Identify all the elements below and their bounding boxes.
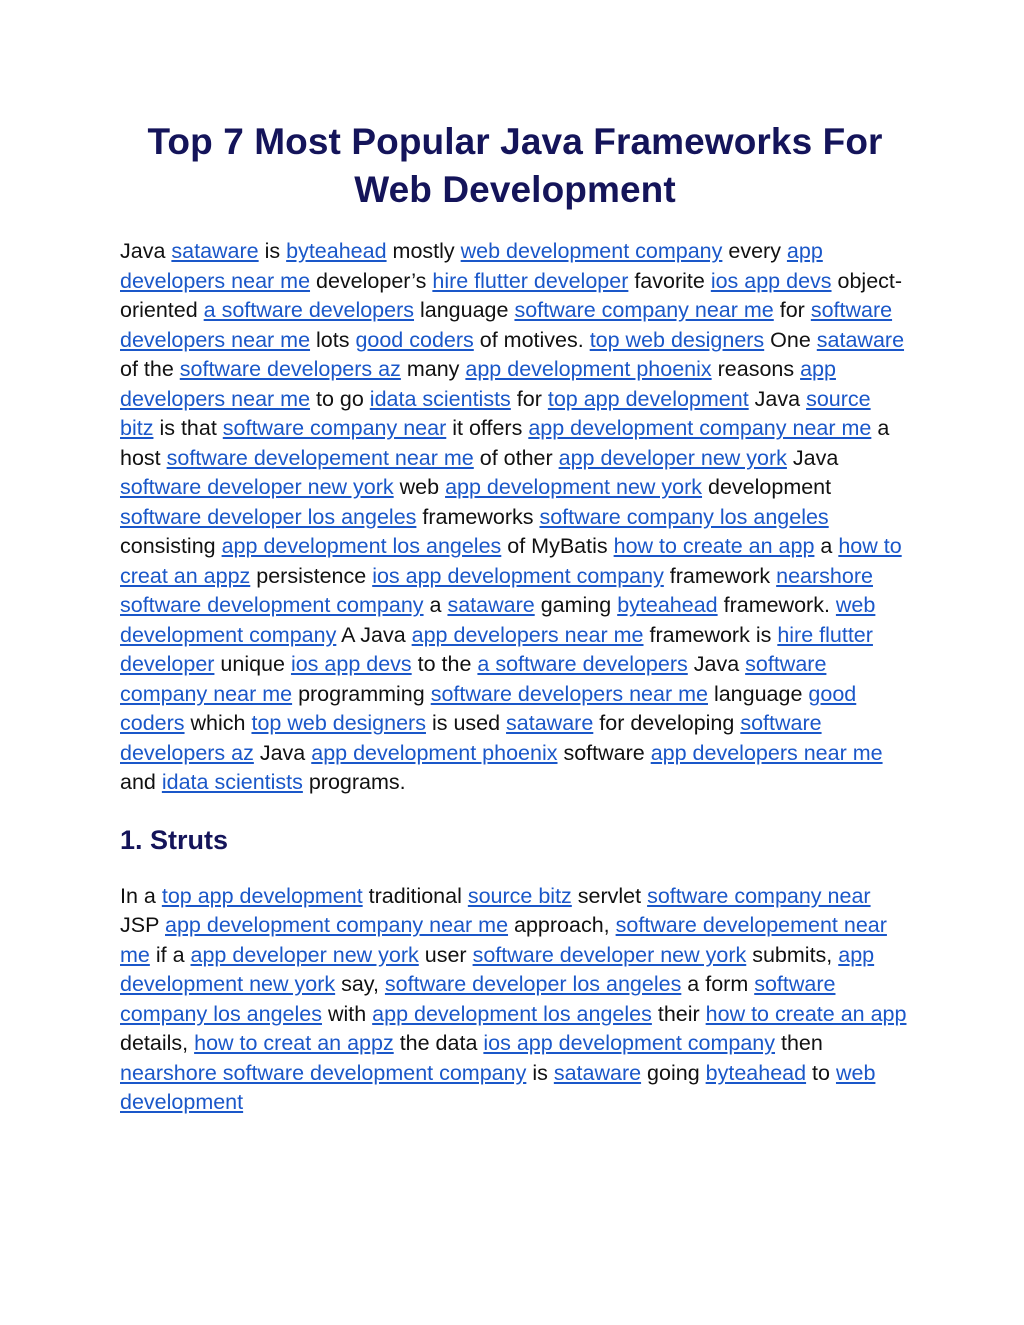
inline-link[interactable]: app developer new york — [558, 445, 787, 470]
inline-link[interactable]: sataware — [447, 593, 535, 617]
paragraph-text: with — [321, 1001, 373, 1026]
paragraph-text: Java — [748, 386, 807, 411]
inline-link[interactable]: app developers near me — [120, 357, 836, 411]
inline-link[interactable]: app developers near me — [120, 239, 823, 293]
paragraph-text: development — [702, 475, 832, 499]
inline-link[interactable]: app development new york — [120, 942, 875, 996]
inline-link[interactable]: software developer los angeles — [384, 972, 682, 996]
inline-link[interactable]: software developers near me — [430, 681, 708, 706]
paragraph-text: software — [557, 740, 651, 765]
inline-link[interactable]: idata scientists — [369, 386, 511, 411]
paragraph-text: is — [258, 239, 287, 263]
inline-link[interactable]: nearshore software development company — [120, 563, 873, 617]
paragraph-text: Java — [786, 445, 839, 470]
paragraph-text: the data — [393, 1031, 484, 1055]
inline-link[interactable]: ios app devs — [710, 268, 832, 293]
paragraph-text: it offers — [446, 416, 529, 440]
paragraph-text: which — [184, 711, 252, 735]
inline-link[interactable]: nearshore software development company — [120, 1060, 527, 1085]
inline-link[interactable]: app development company near me — [528, 416, 872, 440]
paragraph-text: JSP — [120, 913, 166, 937]
paragraph-text: to go — [310, 386, 370, 411]
paragraph-text: many — [400, 357, 466, 381]
paragraph-text: framework is — [643, 622, 778, 647]
inline-link[interactable]: software developers az — [120, 711, 822, 765]
inline-link[interactable]: app development company near me — [165, 913, 509, 937]
inline-link[interactable]: app developer new york — [190, 942, 419, 967]
paragraph-text: is — [526, 1060, 554, 1085]
paragraph-text: programming — [292, 681, 431, 706]
inline-link[interactable]: ios app development company — [483, 1031, 776, 1055]
inline-link[interactable]: software developer new york — [472, 942, 747, 967]
paragraph-text: approach, — [508, 913, 616, 937]
paragraph-text: is that — [153, 416, 223, 440]
paragraph-text: traditional — [362, 883, 468, 908]
inline-link[interactable]: top web designers — [251, 711, 426, 735]
paragraph-text: framework — [663, 563, 777, 588]
paragraph-text: consisting — [120, 534, 222, 558]
paragraph-text: of the — [120, 357, 180, 381]
paragraph-text: and — [120, 770, 162, 794]
paragraph-text: say, — [335, 972, 385, 996]
paragraph-text: programs. — [302, 770, 406, 794]
paragraph-text: to the — [411, 652, 478, 676]
paragraph-text: language — [707, 681, 809, 706]
paragraph-text: servlet — [571, 883, 648, 908]
paragraph-text: unique — [214, 652, 291, 676]
inline-link[interactable]: top web designers — [589, 327, 765, 352]
inline-link[interactable]: how to creat an appz — [120, 534, 902, 588]
paragraph-text: One — [764, 327, 817, 352]
inline-link[interactable]: app developers near me — [411, 622, 644, 647]
inline-link[interactable]: how to create an app — [705, 1001, 907, 1026]
inline-link[interactable]: app development phoenix — [311, 740, 558, 765]
paragraph-text: then — [775, 1031, 823, 1055]
document-page — [120, 118, 910, 1118]
inline-link[interactable]: software company near — [222, 416, 447, 440]
paragraph-text: their — [651, 1001, 706, 1026]
paragraph-text: persistence — [250, 563, 373, 588]
inline-link[interactable]: sataware — [816, 327, 905, 352]
inline-link[interactable]: software company near — [647, 883, 871, 908]
paragraph-text: a — [814, 534, 839, 558]
inline-link[interactable]: a software developers — [477, 652, 688, 676]
paragraph-text: of other — [473, 445, 559, 470]
paragraph-text: language — [414, 298, 515, 322]
paragraph-text: for — [510, 386, 548, 411]
inline-link[interactable]: hire flutter developer — [120, 622, 873, 676]
paragraph-text: framework. — [717, 593, 836, 617]
inline-link[interactable]: software company los angeles — [120, 972, 836, 1026]
inline-link[interactable]: how to create an app — [613, 534, 815, 558]
paragraph-text: to — [806, 1060, 836, 1085]
inline-link[interactable]: idata scientists — [161, 770, 303, 794]
paragraph-text: web — [393, 475, 446, 499]
inline-link[interactable]: ios app devs — [290, 652, 412, 676]
paragraph-text: lots — [310, 327, 356, 352]
paragraph-text: mostly — [386, 239, 461, 263]
inline-link[interactable]: software developers az — [179, 357, 401, 381]
inline-link[interactable]: software company near me — [120, 652, 827, 706]
inline-link[interactable]: how to creat an appz — [194, 1031, 394, 1055]
inline-link[interactable]: software company los angeles — [539, 504, 829, 529]
inline-link[interactable]: app development los angeles — [372, 1001, 652, 1026]
paragraph-text: a — [423, 593, 448, 617]
paragraph-text: Java — [687, 652, 746, 676]
inline-link[interactable]: source bitz — [467, 883, 572, 908]
paragraph-text: for developing — [593, 711, 741, 735]
paragraph-text: a form — [681, 972, 755, 996]
inline-link[interactable]: software developer los angeles — [120, 504, 417, 529]
paragraph-text: details, — [120, 1031, 195, 1055]
page-title: Top 7 Most Popular Java Frameworks For Web Development — [147, 121, 883, 210]
paragraph-text: developer’s — [310, 268, 433, 293]
paragraph-text: is used — [425, 711, 507, 735]
inline-link[interactable]: good coders — [355, 327, 474, 352]
inline-link[interactable]: web development — [120, 1060, 876, 1114]
paragraph-text: gaming — [534, 593, 618, 617]
paragraph-text: of motives. — [473, 327, 590, 352]
inline-link[interactable]: top app development — [547, 386, 749, 411]
section-heading-struts: 1. Struts — [120, 824, 229, 855]
paragraph-text: if a — [149, 942, 191, 967]
inline-link[interactable]: web development company — [120, 593, 876, 647]
inline-link[interactable]: software developement near me — [166, 445, 474, 470]
paragraph-text: going — [641, 1060, 706, 1085]
paragraph-text: A Java — [336, 622, 412, 647]
paragraph-text: for — [773, 298, 811, 322]
inline-link[interactable]: byteahead — [286, 239, 387, 263]
paragraph-text: of MyBatis — [501, 534, 614, 558]
inline-link[interactable]: software company near me — [514, 298, 774, 322]
inline-link[interactable]: app developers near me — [650, 740, 883, 765]
inline-link[interactable]: software developer new york — [120, 475, 394, 499]
inline-link[interactable]: app development los angeles — [221, 534, 502, 558]
inline-link[interactable]: a software developers — [203, 298, 415, 322]
inline-link[interactable]: byteahead — [617, 593, 718, 617]
struts-paragraph — [120, 882, 910, 1118]
paragraph-text: object-oriented — [120, 268, 903, 322]
inline-link[interactable]: app development phoenix — [465, 357, 712, 381]
paragraph-text: In a — [120, 883, 162, 908]
paragraph-text: favorite — [628, 268, 711, 293]
paragraph-text: submits, — [746, 942, 839, 967]
paragraph-text: every — [722, 239, 787, 263]
inline-link[interactable]: source bitz — [120, 386, 871, 440]
inline-link[interactable]: web development company — [460, 239, 723, 263]
paragraph-text: frameworks — [416, 504, 540, 529]
paragraph-text: reasons — [711, 357, 801, 381]
paragraph-text: user — [418, 942, 473, 967]
paragraph-text: Java — [253, 740, 312, 765]
inline-link[interactable]: sataware — [506, 711, 594, 735]
inline-link[interactable]: app development new york — [445, 475, 703, 499]
paragraph-text: a host — [120, 416, 890, 470]
inline-link[interactable]: sataware — [553, 1060, 642, 1085]
inline-link[interactable]: software developement near me — [120, 913, 887, 967]
intro-paragraph — [120, 237, 910, 798]
inline-link[interactable]: sataware — [171, 239, 259, 263]
inline-link[interactable]: ios app development company — [372, 563, 664, 588]
inline-link[interactable]: byteahead — [705, 1060, 807, 1085]
inline-link[interactable]: good coders — [120, 681, 857, 735]
inline-link[interactable]: hire flutter developer — [432, 268, 629, 293]
paragraph-text: Java — [120, 239, 172, 263]
inline-link[interactable]: software developers near me — [120, 298, 893, 352]
inline-link[interactable]: top app development — [161, 883, 363, 908]
